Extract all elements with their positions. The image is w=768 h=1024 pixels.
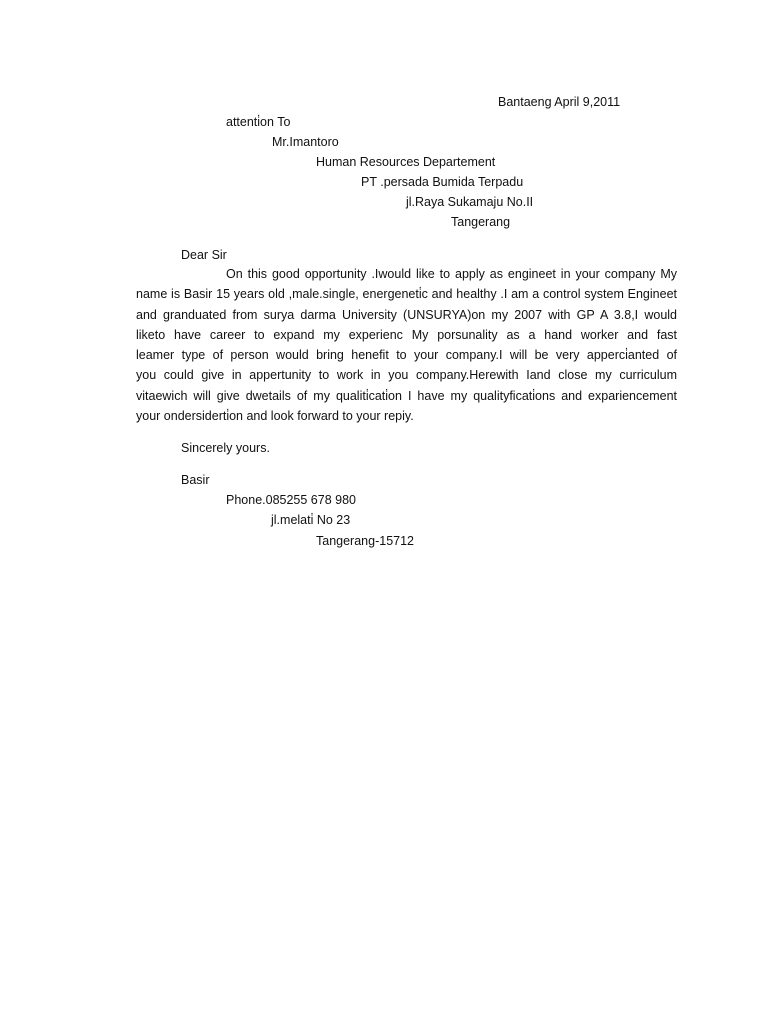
sender-phone: Phone.085255 678 980 <box>226 493 356 507</box>
date-line: Bantaeng April 9,2011 <box>498 95 621 109</box>
closing: Sincerely yours. <box>181 441 270 455</box>
letter-body <box>136 264 677 426</box>
recipient-name: Mr.Imantoro <box>272 135 339 149</box>
recipient-street: jl.Raya Sukamaju No.II <box>406 195 534 209</box>
body-line: and granduated from surya darma University (UNSURYA)on my 2007 with GP A 3.8,I would <box>136 307 677 322</box>
sender-city: Tangerang-15712 <box>316 534 414 548</box>
body-line: you could give in appertunity to work in you company.Herewith Iand close my curriculum <box>136 368 677 383</box>
body-line: liketo have career to expand my experienc My porsunality as a hand worker and fast <box>136 327 677 342</box>
sender-street: jl.melati̇ No 23 <box>271 513 351 527</box>
body-line: your ondersiderti̇on and look forward to your repiy. <box>136 409 414 424</box>
body-line: leamer type of person would bring henefit to your company.I will be very apperci̇anted of <box>136 348 677 363</box>
body-line: name is Basir 15 years old ,male.single, energeneti̇c and healthy .I am a control system Engineet <box>136 287 677 302</box>
recipient-department: Human Resources Departement <box>316 155 496 169</box>
body-line: On this good opportunity .Iwould like to apply as engineet in your company My <box>226 267 677 281</box>
recipient-attention: attenti̇on To <box>226 115 291 129</box>
recipient-city: Tangerang <box>451 215 511 229</box>
recipient-company: PT .persada Bumida Terpadu <box>361 175 524 189</box>
sender-name: Basir <box>181 473 210 487</box>
salutation: Dear Sir <box>181 248 227 262</box>
body-line: vitaewich will give dwetails of my qualiti̇cati̇on I have my qualityficati̇ons and expariencement <box>136 388 677 403</box>
